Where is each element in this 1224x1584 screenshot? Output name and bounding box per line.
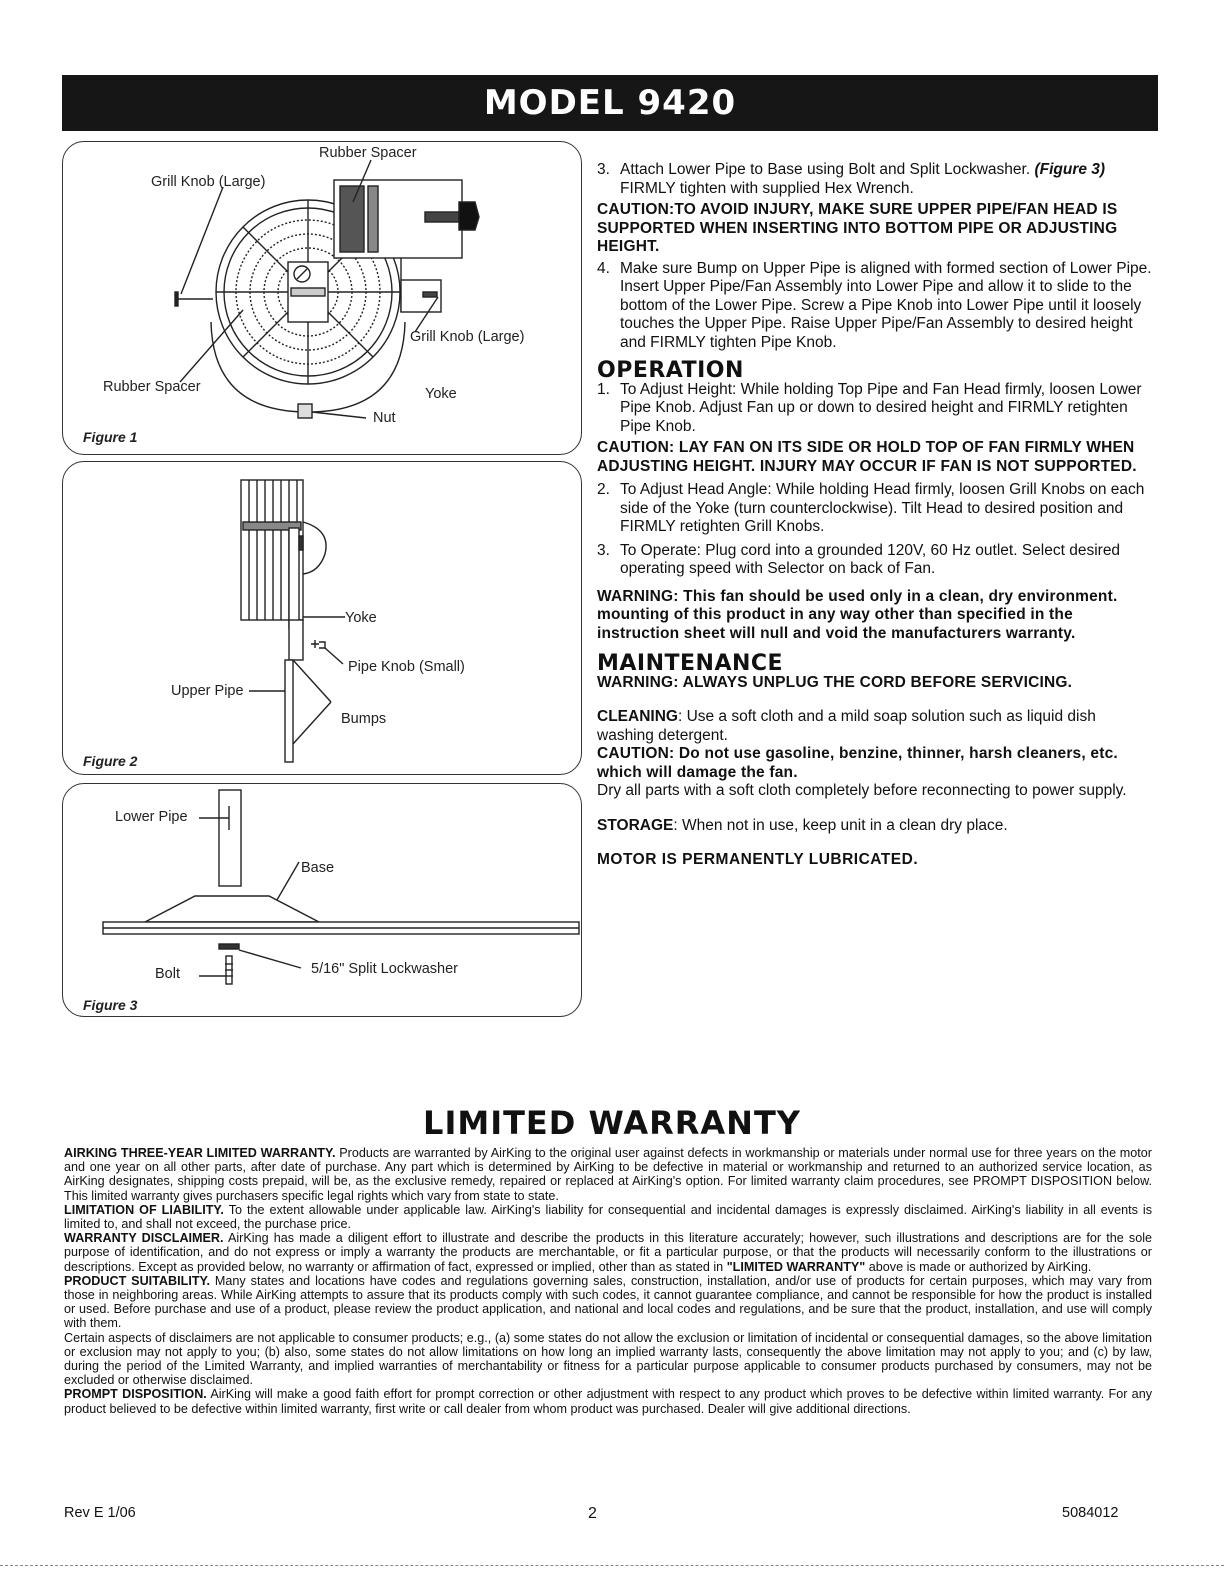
assembly-caution: CAUTION:TO AVOID INJURY, MAKE SURE UPPER PIPE/FAN HEAD IS SUPPORTED WHEN INSERTING INTO BOTTOM PIPE OR ADJUSTING HEIGHT. — [597, 201, 1118, 255]
operation-warning: WARNING: This fan should be used only in a clean, dry environment. mounting of this product in any way other than specified in the instruction sheet will null and void the manufacturers warranty. — [597, 587, 1118, 642]
part-number: 5084012 — [1062, 1505, 1119, 1521]
assembly-step-3: 3. Attach Lower Pipe to Base using Bolt and Split Lockwasher. (Figure 3) FIRMLY tighten with supplied Hex Wrench. — [597, 161, 1106, 197]
assembly-step-4: 4. Make sure Bump on Upper Pipe is aligned with formed section of Lower Pipe. Insert Upper Pipe/Fan Assembly into Lower Pipe and allow it to slide to the bottom of the Lower Pipe. Screw a Pipe Knob into Lower Pipe until it loosely touches the Upper Pipe. Raise Upper Pipe/Fan Assembly to desired height and FIRMLY tighten Pipe Knob. — [597, 259, 1152, 351]
fan-side-illustration — [63, 462, 581, 774]
warranty-text — [64, 1146, 1152, 1416]
label-rubber-spacer-bottom: Rubber Spacer — [103, 379, 201, 395]
label-lower-pipe: Lower Pipe — [115, 809, 188, 825]
page-number: 2 — [588, 1505, 597, 1522]
label-pipe-knob: Pipe Knob (Small) — [348, 659, 465, 675]
warranty-paragraph-6: PROMPT DISPOSITION. AirKing will make a good faith effort for prompt correction or other adjustment with respect to any product which proves to be defective within limited warranty. For any product believed to be defective within limited warranty, first write or call dealer from whom product was purchased. Dealer will give additional directions. — [64, 1387, 1152, 1416]
label-grill-knob-left: Grill Knob (Large) — [151, 174, 266, 190]
fan-head-illustration — [63, 142, 581, 454]
motor-note: MOTOR IS PERMANENTLY LUBRICATED. — [597, 851, 919, 868]
label-yoke-fig2: Yoke — [345, 610, 377, 626]
bottom-rule — [0, 1565, 1224, 1566]
label-upper-pipe: Upper Pipe — [171, 683, 244, 699]
label-grill-knob-right: Grill Knob (Large) — [410, 329, 525, 345]
label-bumps: Bumps — [341, 711, 387, 727]
figure-3-panel — [62, 783, 582, 1017]
operation-step-1: 1. To Adjust Height: While holding Top Pipe and Fan Head firmly, loosen Lower Pipe Knob. Adjust Fan up or down to desired height and FIRMLY retighten Pipe Knob. — [597, 380, 1142, 435]
instructions-column — [597, 161, 1155, 870]
label-lockwasher: 5/16" Split Lockwasher — [311, 961, 459, 977]
figure-1-panel — [62, 141, 582, 455]
warranty-paragraph-3: WARRANTY DISCLAIMER. AirKing has made a diligent effort to illustrate and describe the products in this literature accurately; however, such illustrations and descriptions are for the sole purpose of identification, and do not express or imply a warranty the products are merchantable, or fit a particular purpose, or that the products will necessarily conform to the illustrations or descriptions. Except as provided below, no warranty or affirmation of fact, expressed or implied, other than as stated in "LIMITED WARRANTY" above is made or authorized by AirKing. — [64, 1231, 1152, 1274]
maintenance-caution: CAUTION: Do not use gasoline, benzine, thinner, harsh cleaners, etc. which will damage the fan. — [597, 745, 1118, 781]
operation-step-3: 3. To Operate: Plug cord into a grounded 120V, 60 Hz outlet. Select desired operating speed with Selector on back of Fan. — [597, 541, 1121, 577]
label-nut: Nut — [373, 410, 396, 426]
maintenance-warning: WARNING: ALWAYS UNPLUG THE CORD BEFORE SERVICING. — [597, 673, 1073, 691]
label-bolt: Bolt — [155, 966, 180, 982]
page-title: MODEL 9420 — [483, 83, 737, 123]
label-yoke: Yoke — [425, 386, 457, 402]
figure-2-caption: Figure 2 — [83, 753, 138, 769]
cleaning-paragraph: CLEANING: Use a soft cloth and a mild soap solution such as liquid dish washing detergent. — [597, 708, 1096, 744]
label-base: Base — [301, 860, 335, 876]
label-rubber-spacer-top: Rubber Spacer — [319, 145, 417, 161]
warranty-paragraph-4: PRODUCT SUITABILITY. Many states and locations have codes and regulations governing sales, construction, installation, and/or use of products for certain purposes, which may vary from those in neighboring areas. While AirKing attempts to assure that its products comply with such codes, it cannot guarantee compliance, and cannot be responsible for how the product is installed or used. Before purchase and use of a product, please review the product application, and national and local codes and regulations, and be sure that the product, installation, and use will comply with them. — [64, 1273, 1152, 1331]
figure-3-caption: Figure 3 — [83, 997, 138, 1013]
warranty-paragraph-5: Certain aspects of disclaimers are not applicable to consumer products; e.g., (a) some states do not allow the exclusion or limitation of incidental or consequential damages, so the above limitation or exclusion may not apply to you; (b) also, some states do not allow limitations on how long an implied warranty lasts, consequently the above limitation may not apply to you; and (c) by law, during the period of the Limited Warranty, and implied warranties of merchantability or fitness for a particular purpose applicable to consumer products purchased by consumers, may not be excluded or otherwise disclaimed. — [64, 1330, 1152, 1388]
storage-paragraph: STORAGE: When not in use, keep unit in a clean dry place. — [597, 816, 1008, 834]
header-banner — [62, 75, 1158, 131]
maintenance-heading: MAINTENANCE — [597, 651, 784, 676]
warranty-paragraph-1: AIRKING THREE-YEAR LIMITED WARRANTY. Products are warranted by AirKing to the original user against defects in workmanship or materials under normal use for three years on the motor and one year on all other parts, after date of purchase. Any part which is determined by AirKing to be defective in material or workmanship and returned to an authorized service location, as AirKing designates, shipping costs prepaid, will be, as the exclusive remedy, repaired or replaced at AirKing's option. For limited warranty claim procedures, see PROMPT DISPOSITION below. This limited warranty gives purchasers specific legal rights which vary from state to state. — [64, 1146, 1153, 1203]
warranty-title: LIMITED WARRANTY — [423, 1104, 801, 1142]
figure-2-panel — [62, 461, 582, 775]
warranty-paragraph-2: LIMITATION OF LIABILITY. To the extent allowable under applicable law. AirKing's liability for consequential and incidental damages is expressly disclaimed. AirKing's liability in all events is limited to, and shall not exceed, the purchase price. — [64, 1202, 1152, 1232]
operation-heading: OPERATION — [597, 358, 744, 383]
operation-step-2: 2. To Adjust Head Angle: While holding Head firmly, loosen Grill Knobs on each side of the Yoke (turn counterclockwise). Tilt Head to desired position and FIRMLY retighten Grill Knobs. — [597, 481, 1145, 535]
dry-paragraph: Dry all parts with a soft cloth completely before reconnecting to power supply. — [597, 782, 1127, 799]
operation-caution: CAUTION: LAY FAN ON ITS SIDE OR HOLD TOP OF FAN FIRMLY WHEN ADJUSTING HEIGHT. INJURY MAY OCCUR IF FAN IS NOT SUPPORTED. — [597, 439, 1137, 475]
figure-1-caption: Figure 1 — [83, 429, 138, 445]
revision-label: Rev E 1/06 — [64, 1505, 136, 1521]
